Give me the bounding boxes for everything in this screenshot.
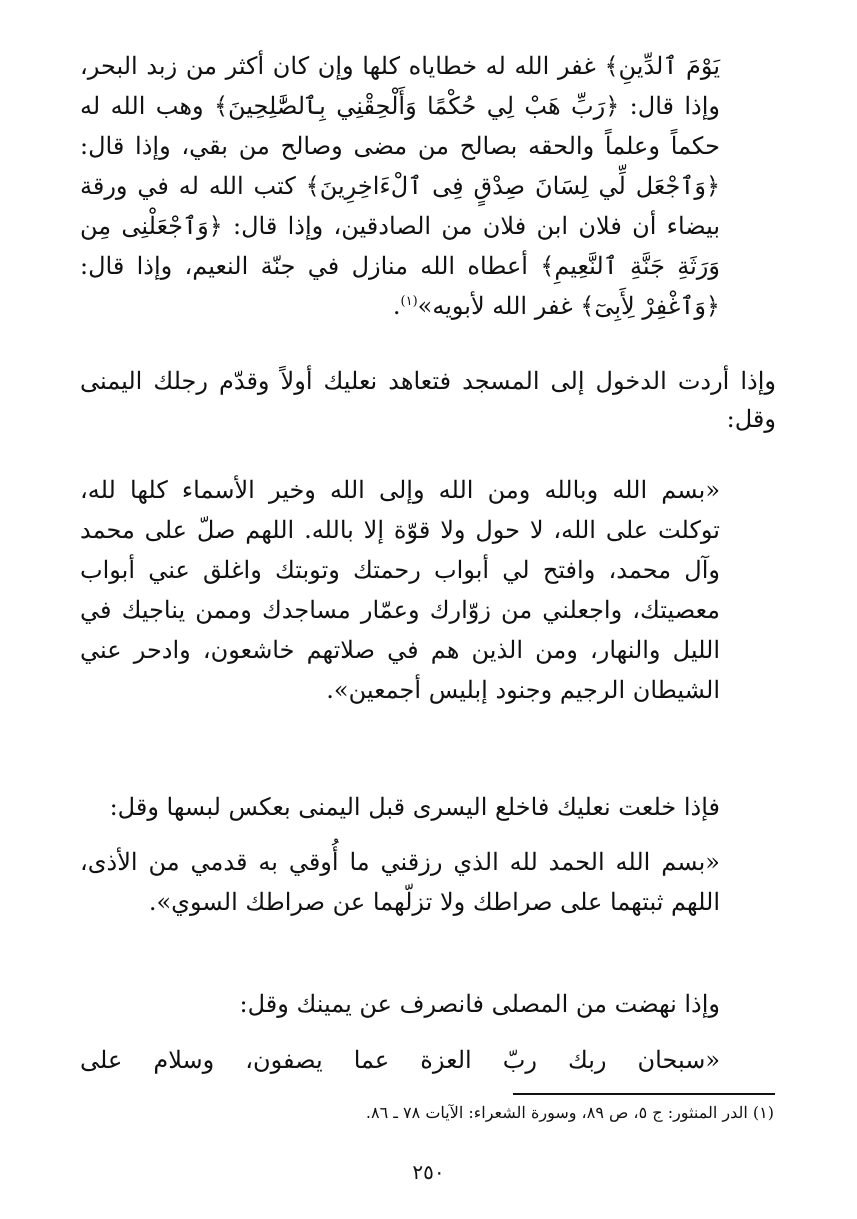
page-number: ٢٥٠: [412, 1160, 445, 1184]
paragraph-shoes-supplication: «بسم الله الحمد لله الذي رزقني ما أُوقي به قدمي من الأذى، اللهم ثبتهما على صراطك ولا تزلّهما عن صراطك السوي».: [80, 848, 720, 916]
paragraph-entry-supplication: «بسم الله وبالله ومن الله وإلى الله وخير الأسماء كلها لله، توكلت على الله، لا حول ولا قوّة إلا بالله. اللهم صلّ على محمد وآل محمد، وافتح لي أبواب رحمتك وتوبتك واغلق عني أبواب معصيتك، واجعلني من زوّارك وعمّار مساجدك وممن يناجيك في الليل والنهار، ومن الذين هم في صلاتهم خاشعون، وادحر عني الشيطان الرجيم وجنود إبليس أجمعين».: [80, 476, 721, 704]
paragraph-end: .: [392, 292, 401, 320]
paragraph-mosque-entry: وإذا أردت الدخول إلى المسجد فتعاهد نعليك أولاً وقدّم رجلك اليمنى وقل:: [80, 367, 777, 433]
paragraph-quran-verses: [80, 46, 720, 326]
paragraph-text: يَوْمَ ٱلدِّينِ﴾ غفر الله له خطاياه كلها وإن كان أكثر من زبد البحر، وإذا قال: ﴿رَبِّ هَبْ لِي حُكْمًا وَأَلْحِقْنِي بِٱلصَّٰلِحِينَ﴾ وهب الله له حكماً وعلماً والحقه بصالح من مضى وصالح من بقي، وإذا قال: ﴿وَٱجْعَل لِّي لِسَانَ صِدْقٍ فِى ٱلْءَاخِرِينَ﴾ كتب الله له في ورقة بيضاء أن فلان ابن فلان من الصادقين، وإذا قال: ﴿وَٱجْعَلْنِى مِن وَرَثَةِ جَنَّةِ ٱلنَّعِيمِ﴾ أعطاه الله منازل في جنّة النعيم، وإذا قال: ﴿وَٱغْفِرْ لِأَبِىٓ﴾ غفر الله لأبويه»: [80, 52, 720, 320]
paragraph-leaving-prayer: وإذا نهضت من المصلى فانصرف عن يمينك وقل:: [239, 990, 720, 1018]
footnote-marker[interactable]: (١): [400, 294, 418, 309]
paragraph-tasbih: «سبحان ربك ربّ العزة عما يصفون، وسلام على: [80, 1046, 720, 1074]
footnote-divider: [513, 1093, 775, 1095]
footnote: (١) الدر المنثور: ج ٥، ص ٨٩، وسورة الشعراء: الآيات ٧٨ ـ ٨٦.: [365, 1103, 774, 1122]
paragraph-removing-shoes: فإذا خلعت نعليك فاخلع اليسرى قبل اليمنى بعكس لبسها وقل:: [109, 793, 720, 821]
